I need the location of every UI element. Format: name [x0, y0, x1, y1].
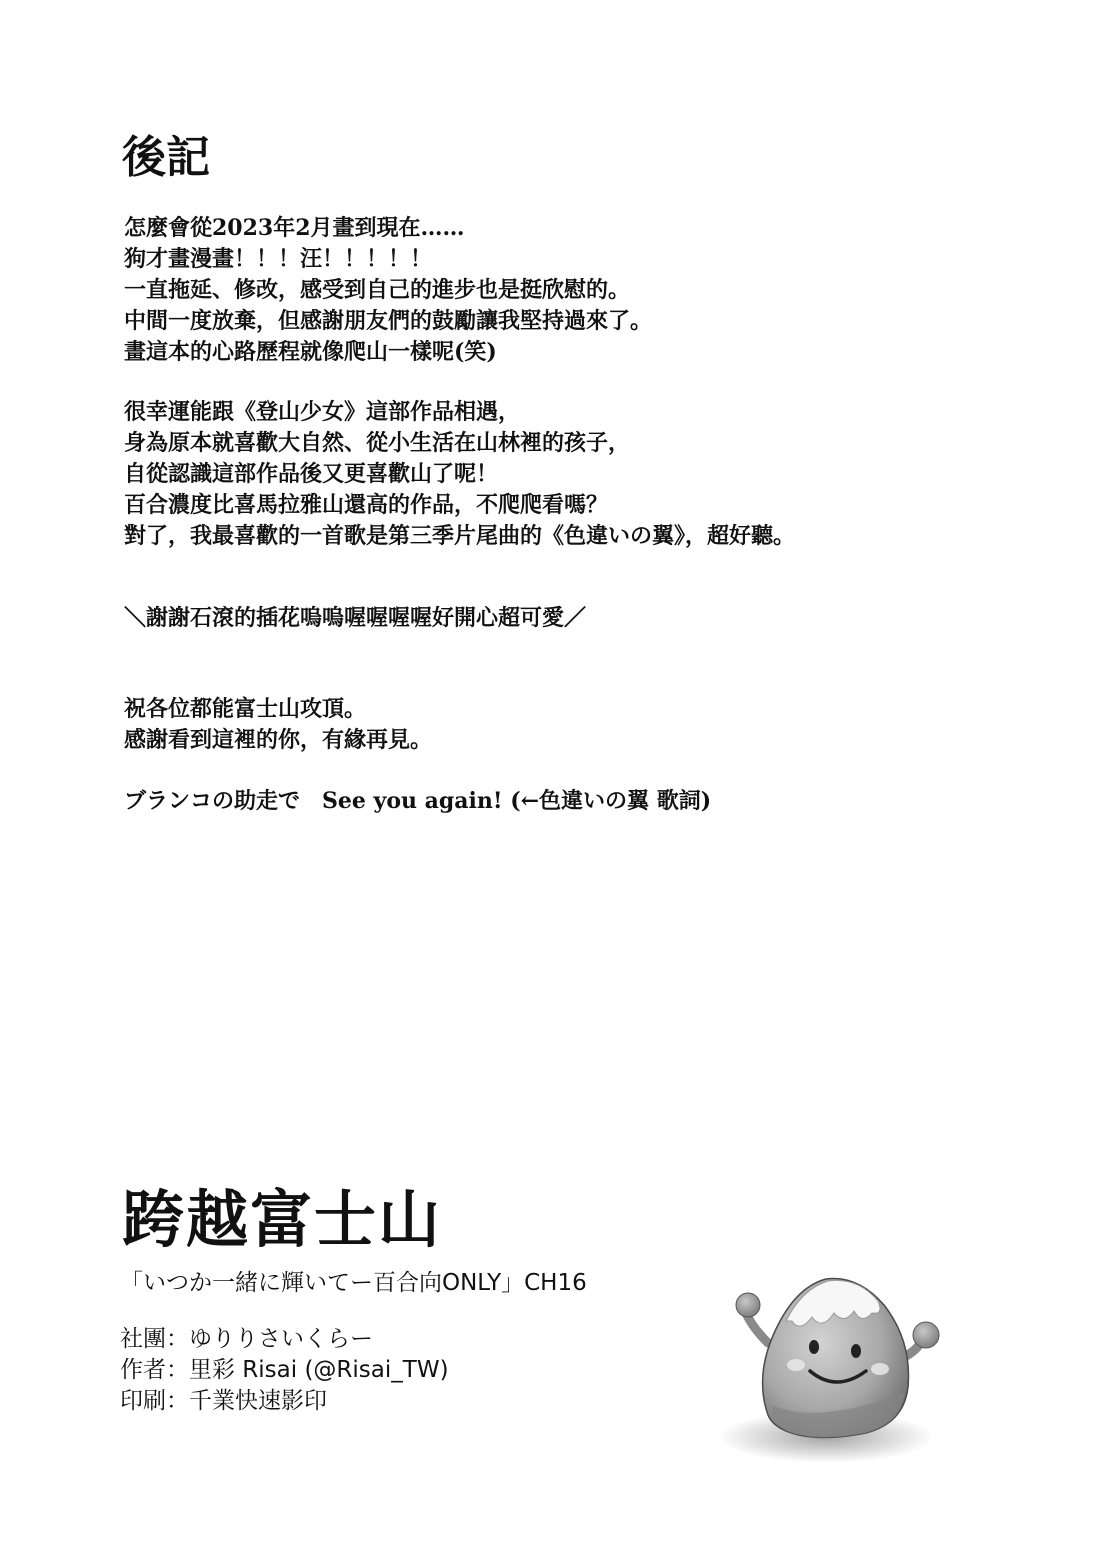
text-line: 百合濃度比喜馬拉雅山還高的作品，不爬爬看嗎？: [124, 492, 609, 518]
afterword-paragraph: [124, 603, 586, 634]
text-line: 身為原本就喜歡大自然、從小生活在山林裡的孩子，: [124, 430, 631, 456]
credit-author: 作者：里彩 Risai (@Risai_TW): [120, 1357, 449, 1383]
text-line: 對了，我最喜歡的一首歌是第三季片尾曲的《色違いの翼》，超好聽。: [124, 523, 796, 549]
text-line: 狗才畫漫畫！！！汪！！！！！: [124, 246, 433, 272]
afterword-paragraph: [124, 397, 795, 552]
credits-list: [120, 1324, 449, 1417]
text-line: 很幸運能跟《登山少女》這部作品相遇，: [124, 399, 521, 425]
text-line: 中間一度放棄，但感謝朋友們的鼓勵讓我堅持過來了。: [124, 308, 653, 334]
text-line: 怎麼會從2023年2月畫到現在……: [124, 215, 465, 241]
text-line: ブランコの助走で See you again! (←色違いの翼 歌詞): [124, 788, 712, 814]
mount-fuji-mascot-icon: [716, 1255, 956, 1465]
text-line: 自從認識這部作品後又更喜歡山了呢！: [124, 461, 499, 487]
text-line: 祝各位都能富士山攻頂。: [124, 696, 367, 722]
text-line: ＼謝謝石滾的插花嗚嗚喔喔喔喔好開心超可愛／: [124, 605, 587, 631]
text-line: 畫這本的心路歷程就像爬山一樣呢(笑): [124, 339, 497, 365]
text-line: 感謝看到這裡的你，有緣再見。: [124, 727, 433, 753]
event-name: 「いつか一緒に輝いてー百合向ONLY」CH16: [120, 1270, 587, 1296]
afterword-paragraph: [124, 213, 652, 368]
afterword-paragraph: [124, 694, 432, 756]
credit-circle: 社團：ゆりりさいくらー: [120, 1326, 373, 1352]
afterword-paragraph: [124, 786, 711, 817]
page-title: 後記: [122, 132, 210, 183]
credit-printer: 印刷：千業快速影印: [120, 1388, 327, 1414]
text-line: 一直拖延、修改，感受到自己的進步也是挺欣慰的。: [124, 277, 631, 303]
book-title: 跨越富士山: [122, 1183, 443, 1256]
